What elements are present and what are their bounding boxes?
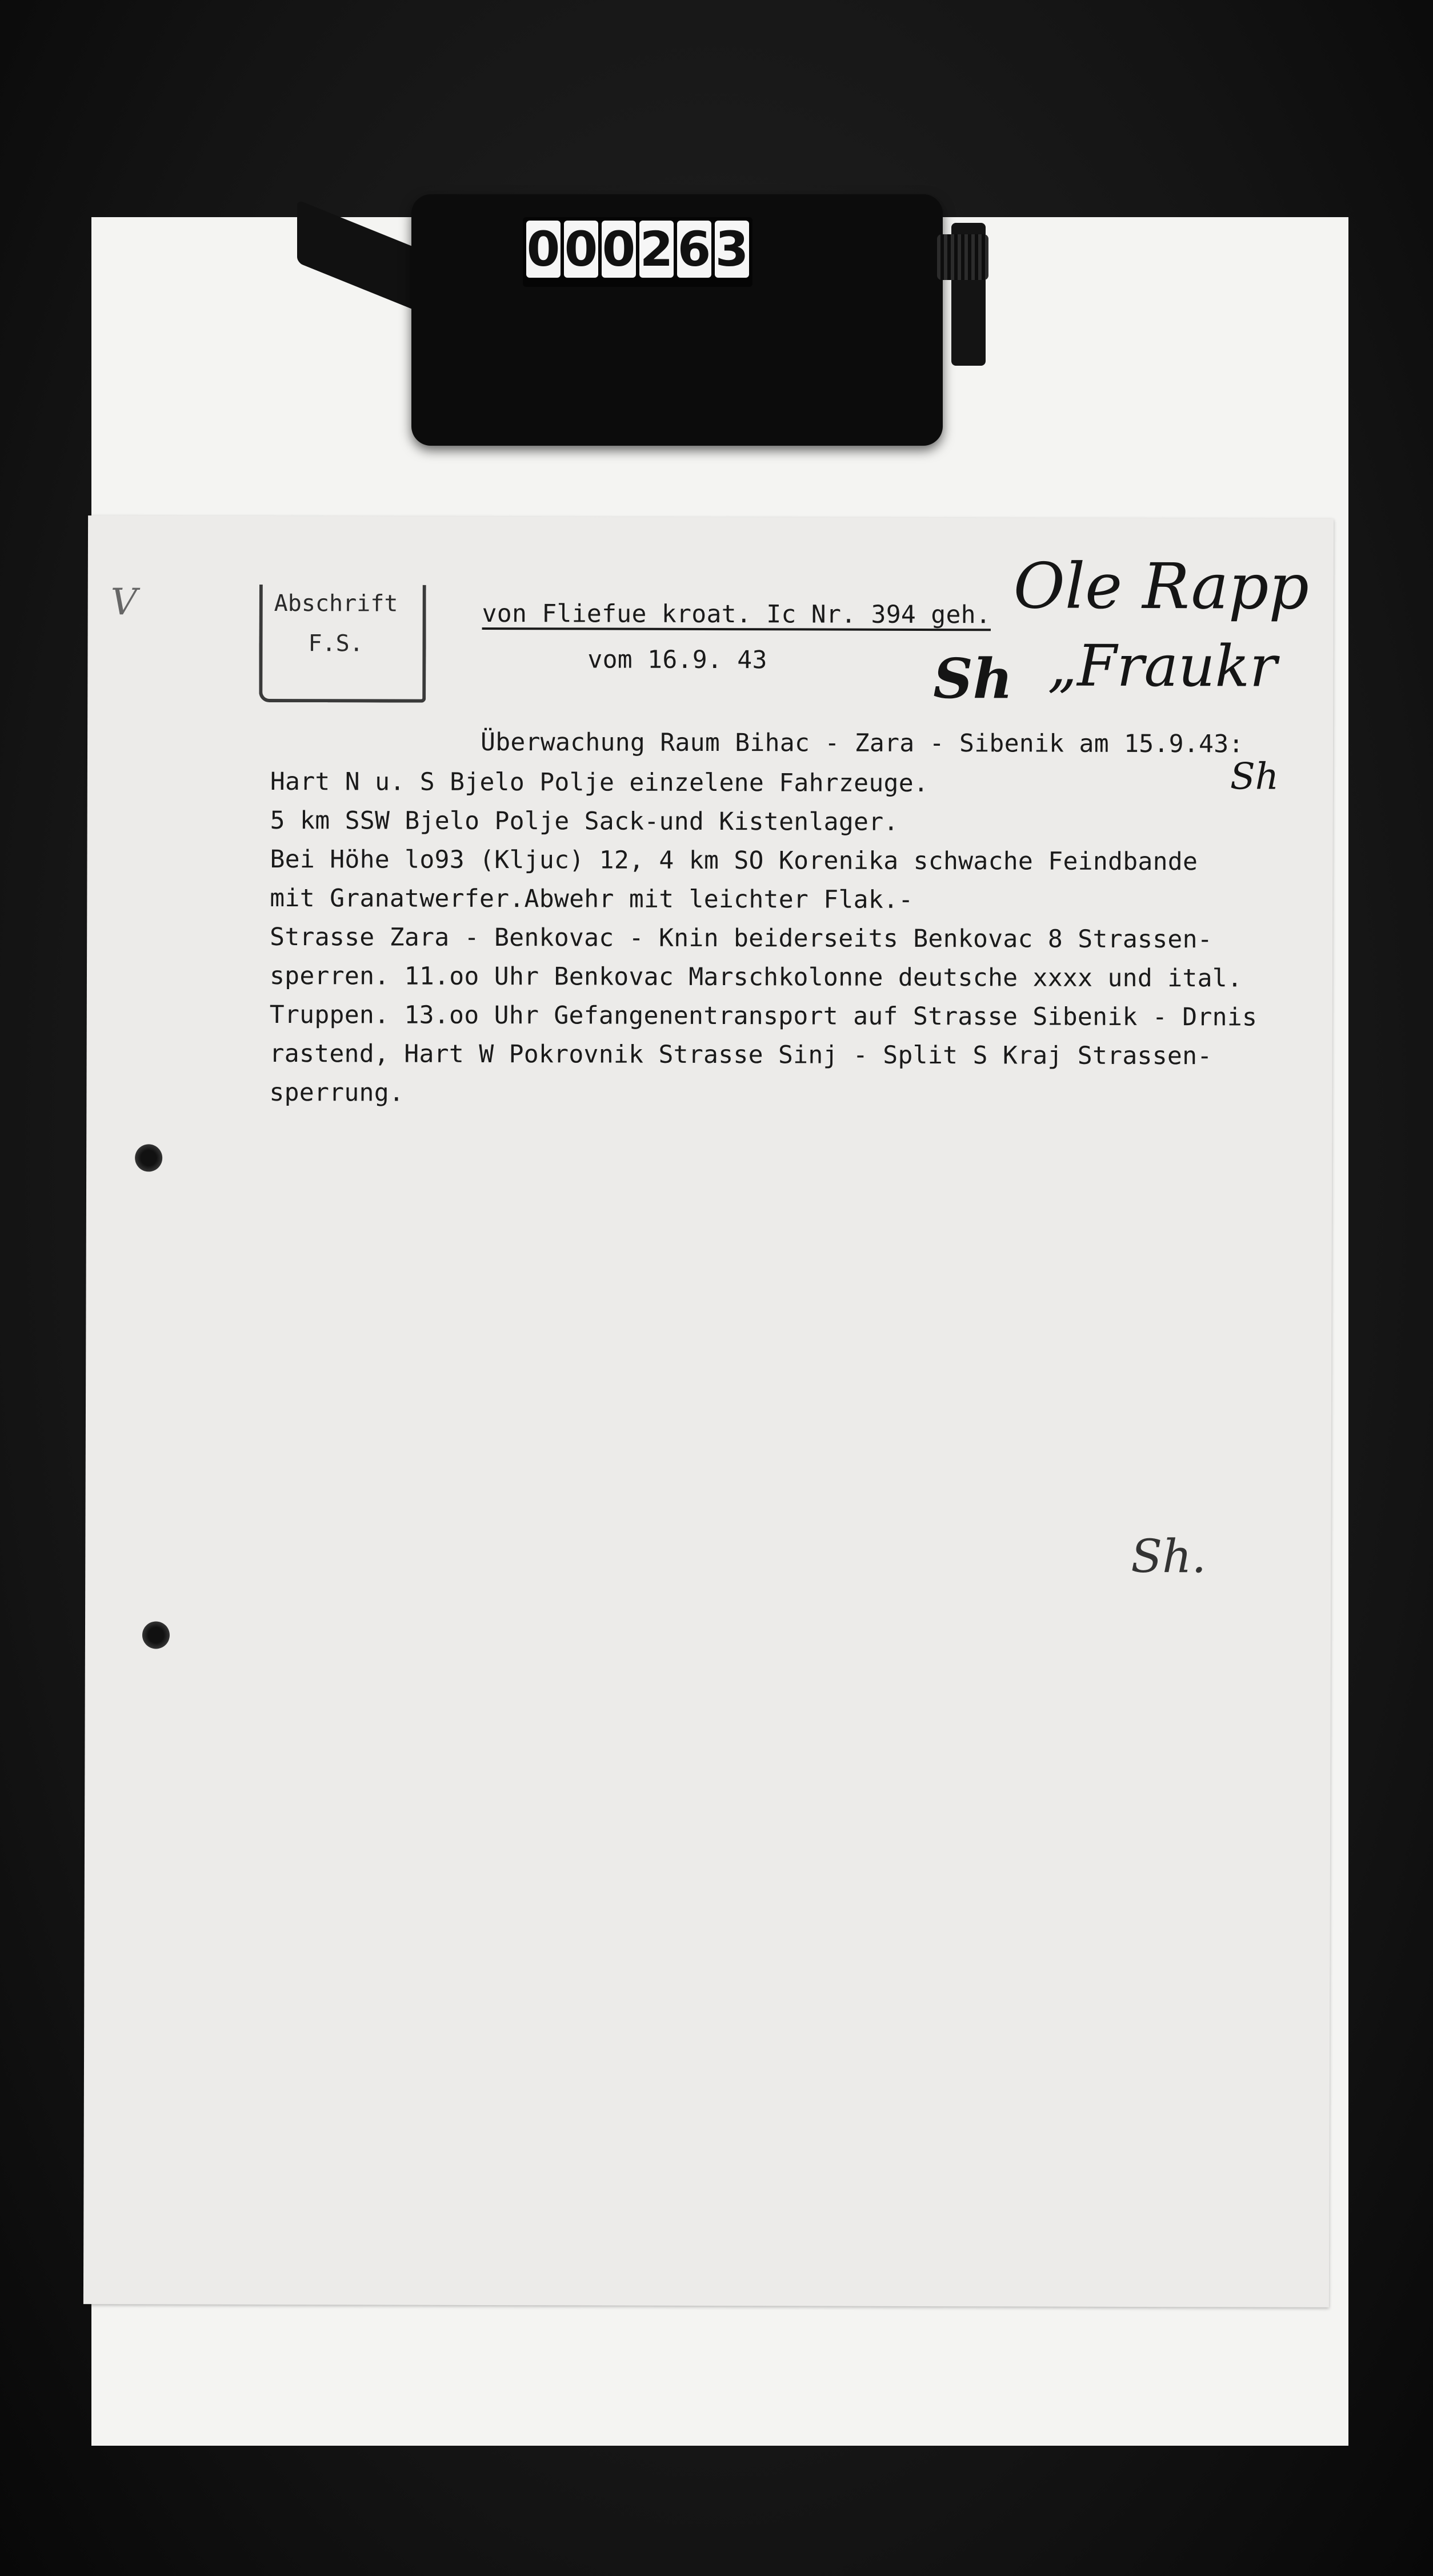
margin-initials: Sh bbox=[1230, 755, 1279, 798]
handwritten-initials: Sh bbox=[933, 646, 1013, 711]
body-line: Hart N u. S Bjelo Polje einzelene Fahrzeuge. bbox=[270, 767, 929, 798]
counter-digit: 0 bbox=[564, 221, 598, 277]
bottom-initials: Sh. bbox=[1131, 1529, 1207, 1583]
counter-digit: 0 bbox=[526, 221, 561, 277]
punch-hole bbox=[135, 1144, 162, 1171]
body-line: sperren. 11.oo Uhr Benkovac Marschkolonne deutsche xxxx und ital. bbox=[269, 961, 1243, 993]
document-page bbox=[83, 515, 1334, 2307]
counter-digit: 6 bbox=[677, 221, 711, 277]
body-line: mit Granatwerfer.Abwehr mit leichter Flak.- bbox=[270, 883, 914, 914]
body-line: Truppen. 13.oo Uhr Gefangenentransport auf Strasse Sibenik - Drnis bbox=[269, 1000, 1258, 1032]
body-line: Bei Höhe lo93 (Kljuc) 12, 4 km SO Korenika schwache Feindbande bbox=[270, 845, 1198, 877]
stamp-title: Abschrift bbox=[274, 590, 398, 617]
report-title: Überwachung Raum Bihac - Zara - Sibenik am 15.9.43: bbox=[480, 727, 1244, 759]
counter-digit: 3 bbox=[715, 221, 749, 277]
handwritten-note-2: „Fraukr bbox=[1047, 632, 1277, 700]
body-line: 5 km SSW Bjelo Polje Sack-und Kistenlager. bbox=[270, 806, 899, 837]
body-line: sperrung. bbox=[269, 1078, 405, 1107]
handwritten-note-1: Ole Rapp bbox=[1013, 549, 1310, 623]
counter-digit: 2 bbox=[639, 221, 674, 277]
counter-digit: 0 bbox=[602, 221, 636, 277]
margin-tick-mark: V bbox=[110, 581, 138, 624]
body-line: Strasse Zara - Benkovac - Knin beiderseits Benkovac 8 Strassen- bbox=[270, 922, 1213, 954]
body-line: rastend, Hart W Pokrovnik Strasse Sinj - Split S Kraj Strassen- bbox=[269, 1039, 1212, 1071]
document-reference: von Fliefue kroat. Ic Nr. 394 geh. bbox=[482, 599, 991, 630]
counter-wheel bbox=[937, 234, 988, 280]
punch-hole bbox=[142, 1621, 170, 1649]
abschrift-stamp bbox=[259, 585, 426, 703]
document-date: vom 16.9. 43 bbox=[587, 645, 767, 675]
frame-counter bbox=[523, 217, 752, 287]
stamp-subtitle: F.S. bbox=[308, 630, 363, 657]
